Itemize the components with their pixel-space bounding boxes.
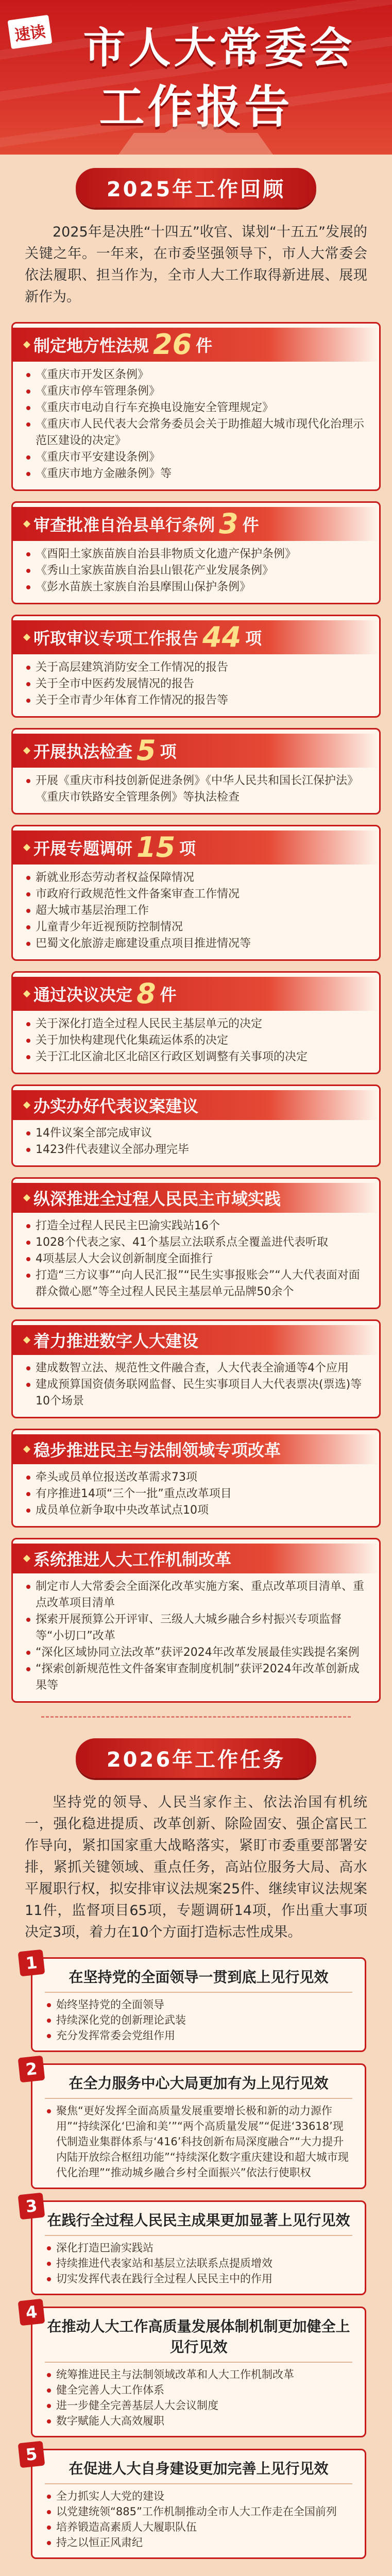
card-heading-number: 26 (153, 328, 192, 361)
card-item-list (24, 367, 368, 482)
card-heading-text: 开展专题调研 (33, 839, 133, 858)
task-heading: 在坚持党的全面领导一贯到底上见行见效 (45, 1967, 352, 1993)
task-card (24, 2058, 366, 2189)
list-item: 以党建统领“885”工作机制推动全市人大工作走在全国前列 (45, 2504, 352, 2519)
card-heading-unit: 件 (242, 515, 259, 535)
card-heading-text: 着力推进数字人大建设 (33, 1331, 199, 1351)
card-heading-text: 系统推进人大工作机制改革 (33, 1550, 232, 1569)
review-cards (0, 322, 392, 1703)
card-heading-text: 制定地方性法规 (33, 336, 149, 355)
diamond-icon (23, 1336, 30, 1344)
card-item-list (24, 1579, 368, 1694)
list-item: 聚焦“更好发挥全面高质量发展重要增长极和新的动力源作用”“持续深化‘巴渝和美’”“两个高质量发展”“促进‘33618’现代制造业集群体系与‘416’科技创新布局深度融合”“大力提升内陆开放综合枢纽功能”“持续深化数字重庆建设和超大城市现代化治理”“推动城乡融合乡村全面振兴”依法行使职权 (45, 2103, 352, 2180)
list-item: 《重庆市平安建设条例》 (24, 449, 368, 466)
review-card (11, 1177, 381, 1309)
list-item: 数字赋能人大高效履职 (45, 2413, 352, 2429)
section-divider (41, 1716, 351, 1725)
list-item: 制定市人大常委会全面深化改革实施方案、重点改革项目清单、重点改革项目清单 (24, 1579, 368, 1612)
task-number: 5 (18, 2441, 45, 2468)
review-title: 2025年工作回顾 (76, 168, 316, 208)
review-card (11, 501, 381, 604)
task-item-list (45, 2367, 352, 2429)
list-item: 《重庆市电动自行车充换电设施安全管理规定》 (24, 400, 368, 416)
list-item: 新就业形态劳动者权益保障情况 (24, 870, 368, 886)
diamond-icon (23, 1555, 30, 1562)
list-item: 《重庆市开发区条例》 (24, 367, 368, 383)
review-card (11, 825, 381, 961)
card-heading-text: 稳步推进民主与法制领域专项改革 (33, 1440, 281, 1460)
card-heading (13, 977, 379, 1011)
list-item: 进一步健全完善基层人大会议制度 (45, 2398, 352, 2413)
list-item: 切实发挥代表在践行全过程人民民主中的作用 (45, 2271, 352, 2286)
task-item-list (45, 2240, 352, 2286)
card-heading-number: 44 (202, 621, 242, 653)
card-item-list (24, 659, 368, 709)
list-item: 牵头或员单位报送改革需求73项 (24, 1469, 368, 1486)
card-item-list (24, 773, 368, 806)
review-card (11, 615, 381, 718)
list-item: 1423件代表建议全部办理完毕 (24, 1142, 368, 1158)
list-item: 关于全市中医药发展情况的报告 (24, 676, 368, 692)
card-heading (13, 1434, 379, 1464)
card-item-list (24, 546, 368, 596)
task-item-list (45, 2488, 352, 2550)
card-heading (13, 1183, 379, 1213)
card-item-list (24, 1125, 368, 1158)
list-item: 健全完善人大工作体系 (45, 2382, 352, 2398)
list-item: 打造全过程人民民主巴渝实践站16个 (24, 1218, 368, 1234)
diamond-icon (23, 1194, 30, 1201)
list-item: 《酉阳土家族苗族自治县非物质文化遗产保护条例》 (24, 546, 368, 563)
task-card (24, 2301, 366, 2437)
list-item: 深化打造巴渝实践站 (45, 2240, 352, 2256)
list-item: 《秀山土家族苗族自治县山银花产业发展条例》 (24, 563, 368, 579)
card-heading (13, 328, 379, 362)
diamond-icon (23, 520, 30, 528)
list-item: 持续推进代表家站和基层立法联系点提质增效 (45, 2256, 352, 2271)
list-item: 儿童青少年近视预防控制情况 (24, 919, 368, 936)
list-item: 《重庆市地方金融条例》等 (24, 466, 368, 482)
card-heading (13, 620, 379, 654)
review-card (11, 322, 381, 491)
task-heading: 在践行全过程人民民主成果更加显著上见行见效 (45, 2210, 352, 2236)
list-item: 关于加快构建现代化集疏运体系的决定 (24, 1032, 368, 1049)
list-item: 《彭水苗族土家族自治县摩围山保护条例》 (24, 579, 368, 596)
list-item: 4项基层人大会议创新制度全面推行 (24, 1251, 368, 1267)
list-item: 建成数智立法、规范性文件融合查，人大代表全渝通等4个应用 (24, 1360, 368, 1377)
list-item: 全力抓实人大党的建设 (45, 2488, 352, 2504)
list-item: “深化区域协同立法改革”获评2024年改革发展最佳实践提名案例 (24, 1645, 368, 1661)
review-title-wrap (0, 168, 392, 208)
list-item: 探索开展预算公开评审、三级人大城乡融合乡村振兴专项监督等“小切口”改革 (24, 1612, 368, 1645)
list-item: 培养锻造高素质人大履职队伍 (45, 2519, 352, 2535)
list-item: 成员单位新争取中央改革试点10项 (24, 1502, 368, 1519)
task-heading: 在推动人大工作高质量发展体制机制更加健全上见行见效 (45, 2316, 352, 2363)
card-heading-text: 纵深推进全过程人民民主市域实践 (33, 1189, 281, 1209)
list-item: 持续深化党的创新理论武装 (45, 2012, 352, 2028)
card-heading (13, 1090, 379, 1120)
card-heading-text: 开展执法检查 (33, 742, 133, 761)
list-item: 充分发挥常委会党组作用 (45, 2028, 352, 2043)
card-heading (13, 831, 379, 865)
diamond-icon (23, 1101, 30, 1109)
diamond-icon (23, 990, 30, 997)
list-item: 《重庆市人民代表大会常务委员会关于助推超大城市现代化治理示范区建设的决定》 (24, 416, 368, 449)
list-item: 开展《重庆市科技创新促进条例》《中华人民共和国长江保护法》《重庆市铁路安全管理条例》等执法检查 (24, 773, 368, 806)
card-heading-number: 5 (137, 734, 156, 767)
list-item: 超大城市基层治理工作 (24, 903, 368, 919)
task-number: 2 (18, 2056, 45, 2083)
card-heading (13, 1325, 379, 1355)
task-list (0, 1952, 392, 2559)
review-card (11, 1319, 381, 1418)
review-card (11, 728, 381, 815)
hero-banner (0, 0, 392, 155)
card-heading-text: 审查批准自治县单行条例 (33, 515, 215, 535)
review-card (11, 1084, 381, 1167)
card-item-list (24, 1218, 368, 1300)
diamond-icon (23, 1446, 30, 1453)
task-card (24, 1952, 366, 2052)
card-heading-unit: 项 (245, 629, 262, 648)
diamond-icon (23, 747, 30, 754)
card-heading (13, 1544, 379, 1573)
task-card (24, 2195, 366, 2295)
task-heading: 在全力服务中心大局更加有为上见行见效 (45, 2073, 352, 2099)
task-heading: 在促进人大自身建设更加完善上见行见效 (45, 2459, 352, 2484)
card-heading-text: 通过决议决定 (33, 985, 133, 1005)
list-item: 打造“三方议事”“向人民汇报”“民生实事报账会”“人大代表面对面群众微心愿”等全过程人民民主基层单元品牌50余个 (24, 1267, 368, 1300)
card-heading-text: 听取审议专项工作报告 (33, 629, 199, 648)
list-item: 1028个代表之家、41个基层立法联系点全覆盖进代表听取 (24, 1234, 368, 1251)
tasks-title-wrap (0, 1738, 392, 1778)
list-item: 建成预算国资债务联网监督、民生实事项目人大代表票决(票选)等10个场景 (24, 1377, 368, 1410)
list-item: “探索创新规范性文件备案审查制度机制”获评2024年改革创新成果等 (24, 1661, 368, 1694)
list-item: 关于江北区渝北区北碚区行政区划调整有关事项的决定 (24, 1049, 368, 1065)
tasks-title: 2026年工作任务 (76, 1738, 316, 1778)
task-number: 4 (18, 2299, 45, 2326)
card-heading-unit: 项 (179, 839, 196, 858)
list-item: 关于全市青少年体育工作情况的报告等 (24, 692, 368, 709)
review-card (11, 1538, 381, 1703)
list-item: 关于深化打造全过程人民民主基层单元的决定 (24, 1016, 368, 1032)
task-item-list (45, 2103, 352, 2180)
diamond-icon (23, 341, 30, 348)
task-number: 1 (18, 1950, 45, 1977)
card-heading-number: 8 (137, 977, 156, 1010)
list-item: 《重庆市停车管理条例》 (24, 383, 368, 400)
tasks-intro: 坚持党的领导、人民当家作主、依法治国有机统一，强化稳进提质、改革创新、除险固安、强企富民工作导向，紧扣国家重大战略落实，紧盯市委重要部署安排，紧抓关键领域、重点任务，高站位服务大局、高水平履职行权，拟安排审议法规案25件、继续审议法规案11件，监督项目65项，专题调研14项，作出重大事项决定3项，着力在10个方面打造标志性成果。 (25, 1794, 367, 1940)
card-heading (13, 507, 379, 541)
review-card (11, 1429, 381, 1528)
card-heading-unit: 项 (160, 742, 177, 761)
badge-label: 速读 (7, 15, 52, 49)
card-heading (13, 734, 379, 768)
list-item: 有序推进14项“三个一批”重点改革项目 (24, 1486, 368, 1502)
card-item-list (24, 870, 368, 952)
list-item: 统筹推进民主与法制领域改革和人大工作机制改革 (45, 2367, 352, 2382)
task-item-list (45, 1997, 352, 2043)
list-item: 关于高层建筑消防安全工作情况的报告 (24, 659, 368, 676)
card-item-list (24, 1016, 368, 1065)
card-heading-unit: 件 (196, 336, 213, 355)
title-line-1: 市人大常委会 (83, 24, 355, 73)
review-card (11, 971, 381, 1074)
task-card (24, 2444, 366, 2559)
card-heading-number: 15 (137, 831, 176, 863)
task-number: 3 (18, 2193, 45, 2220)
card-heading-text: 办实办好代表议案建议 (33, 1096, 199, 1116)
card-heading-unit: 件 (160, 985, 177, 1005)
card-heading-number: 3 (219, 507, 238, 540)
list-item: 14件议案全部完成审议 (24, 1125, 368, 1142)
list-item: 市政府行政规范性文件备案审查工作情况 (24, 886, 368, 903)
review-intro: 2025年是决胜“十四五”收官、谋划“十五五”发展的关键之年。一年来，在市委坚强领导下，市人大常委会依法履职、担当作为，全市人大工作取得新进展、展现新作为。 (25, 224, 367, 305)
list-item: 始终坚持党的全面领导 (45, 1997, 352, 2012)
diamond-icon (23, 634, 30, 641)
diamond-icon (23, 844, 30, 851)
list-item: 巴蜀文化旅游走廊建设重点项目推进情况等 (24, 936, 368, 952)
card-item-list (24, 1360, 368, 1410)
title-line-2: 工作报告 (99, 80, 293, 133)
card-item-list (24, 1469, 368, 1519)
list-item: 持之以恒正风肃纪 (45, 2535, 352, 2550)
